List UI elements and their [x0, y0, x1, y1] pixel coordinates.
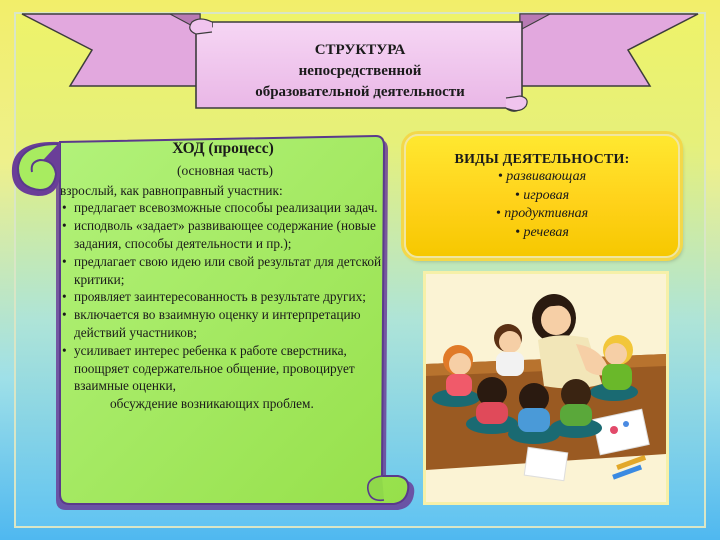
activity-item: • речевая	[515, 224, 569, 240]
title-line-2: непосредственной	[298, 63, 422, 79]
list-item: • включается во взаимную оценку и интерпретацию действий участников;	[62, 307, 361, 340]
list-item: • усиливает интерес ребенка к работе сверстника, поощряет содержательное общение, провоцирует взаимные оценки,	[62, 342, 355, 394]
list-item: • предлагает свою идею или свой результат для детской критики;	[62, 253, 382, 287]
process-list	[62, 199, 382, 395]
title-line-1: СТРУКТУРА	[314, 42, 406, 58]
title-line-3: образовательной деятельности	[255, 84, 465, 100]
teacher-children-illustration	[423, 271, 669, 505]
process-tail: обсуждение возникающих проблем.	[110, 396, 314, 412]
process-title: ХОД (процесс)	[172, 140, 274, 157]
list-item: • исподволь «задает» развивающее содержание (новые задания, способы деятельности и пр.);	[62, 218, 376, 251]
activity-types-box	[404, 134, 680, 258]
activity-item: • игровая	[514, 187, 570, 203]
activity-item: • продуктивная	[495, 206, 589, 221]
list-item: • предлагает всевозможные способы реализации задач.	[62, 200, 378, 216]
activity-types-title: ВИДЫ ДЕЯТЕЛЬНОСТИ:	[454, 152, 630, 167]
process-intro: взрослый, как равноправный участник:	[60, 182, 283, 198]
classroom-drawing	[426, 274, 666, 502]
process-panel	[62, 140, 382, 413]
process-subtitle: (основная часть)	[176, 162, 274, 178]
list-item: • проявляет заинтересованность в результате других;	[62, 289, 366, 305]
activity-item: • развивающая	[497, 169, 587, 184]
